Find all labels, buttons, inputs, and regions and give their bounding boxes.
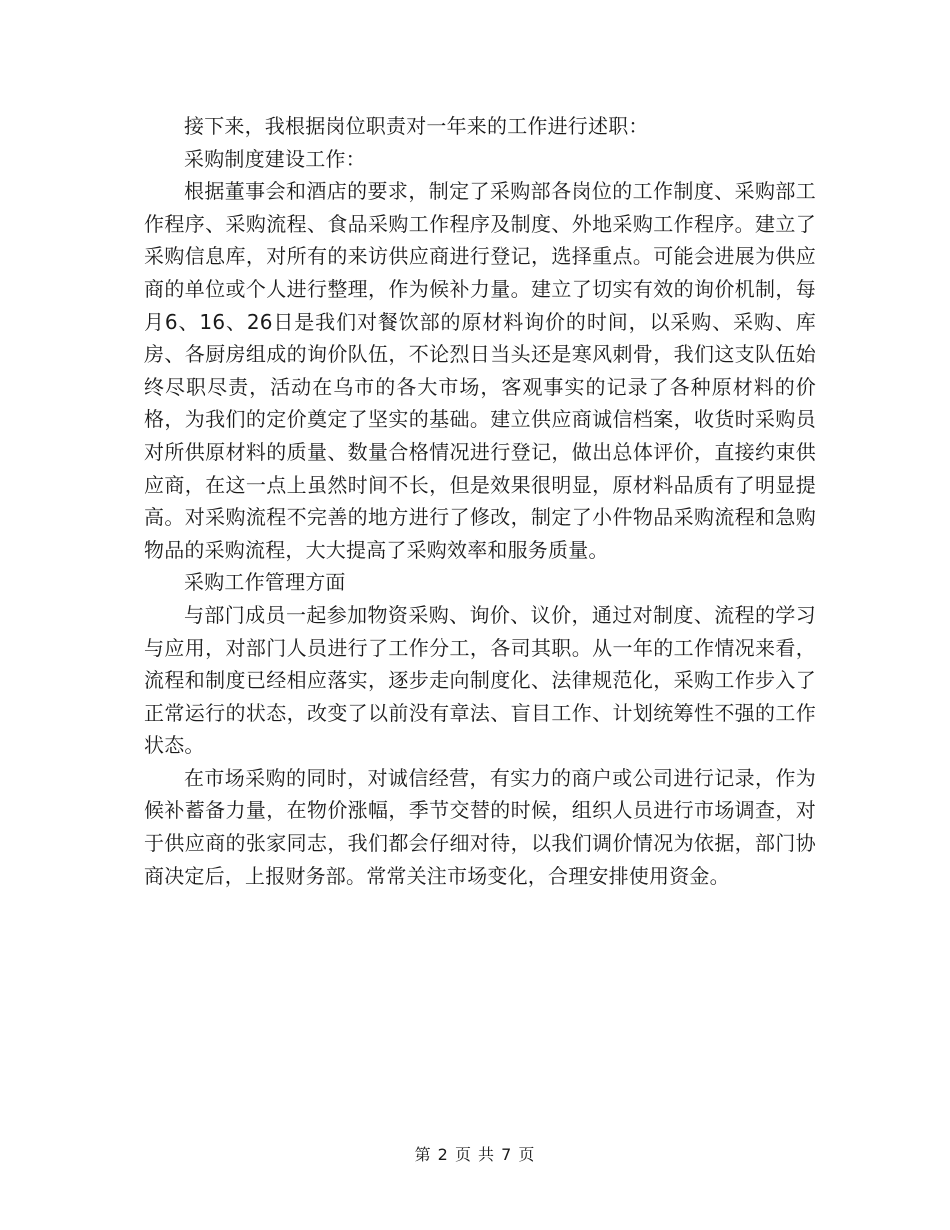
footer-middle: 页 共 xyxy=(454,1145,496,1164)
page-footer xyxy=(0,1144,950,1166)
market-procurement-paragraph: 在市场采购的同时，对诚信经营，有实力的商户或公司进行记录，作为候补蓄备力量，在物价涨幅，季节交替的时候，组织人员进行市场调查，对于供应商的张家同志，我们都会仔细对待，以我们调价情况为依据，部门协商决定后，上报财务部。常常关注市场变化，合理安排使用资金。 xyxy=(144,765,816,888)
footer-total-pages: 7 xyxy=(501,1145,513,1164)
footer-suffix: 页 xyxy=(518,1145,536,1164)
footer-page-number: 2 xyxy=(437,1145,449,1164)
section-heading-procurement-management: 采购工作管理方面 xyxy=(184,570,346,595)
footer-prefix: 第 xyxy=(414,1145,432,1164)
section-heading-procurement-system: 采购制度建设工作： xyxy=(184,146,366,171)
document-body xyxy=(144,110,816,892)
intro-paragraph: 接下来，我根据岗位职责对一年来的工作进行述职： xyxy=(184,114,649,138)
procurement-management-paragraph: 与部门成员一起参加物资采购、询价、议价，通过对制度、流程的学习与应用，对部门人员进行了工作分工，各司其职。从一年的工作情况来看，流程和制度已经相应落实，逐步走向制度化、法律规范化，采购工作步入了正常运行的状态，改变了以前没有章法、盲目工作、计划统筹性不强的工作状态。 xyxy=(144,602,816,758)
procurement-system-paragraph: 根据董事会和酒店的要求，制定了采购部各岗位的工作制度、采购部工作程序、采购流程、食品采购工作程序及制度、外地采购工作程序。建立了采购信息库，对所有的来访供应商进行登记，选择重点。可能会进展为供应商的单位或个人进行整理，作为候补力量。建立了切实有效的询价机制，每月6、16、26日是我们对餐饮部的原材料询价的时间，以采购、采购、库房、各厨房组成的询价队伍，不论烈日当头还是寒风刺骨，我们这支队伍始终尽职尽责，活动在乌市的各大市场，客观事实的记录了各种原材料的价格，为我们的定价奠定了坚实的基础。建立供应商诚信档案，收货时采购员对所供原材料的质量、数量合格情况进行登记，做出总体评价，直接约束供应商，在这一点上虽然时间不长，但是效果很明显，原材料品质有了明显提高。对采购流程不完善的地方进行了修改，制定了小件物品采购流程和急购物品的采购流程，大大提高了采购效率和服务质量。 xyxy=(144,179,816,562)
